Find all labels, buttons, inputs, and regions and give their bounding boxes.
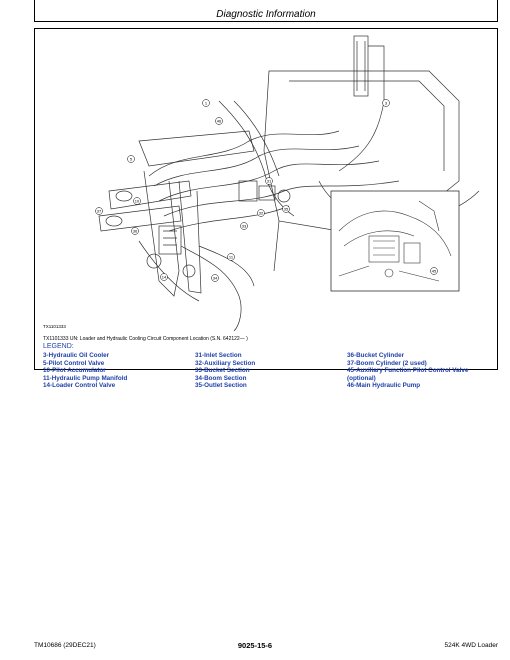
svg-text:10: 10 [134, 198, 140, 204]
callout-32 [258, 210, 265, 217]
svg-text:33: 33 [241, 223, 247, 229]
legend-item: 33-Bucket Section [195, 367, 250, 375]
legend-item: 14-Loader Control Valve [43, 382, 116, 390]
svg-text:31: 31 [266, 178, 272, 184]
legend-item: 10-Pilot Accumulator [43, 367, 106, 375]
svg-text:1: 1 [204, 100, 208, 106]
svg-text:5: 5 [129, 156, 133, 162]
footer-page-number: 9025-15-6 [237, 641, 273, 650]
legend-item: 32-Auxiliary Section [195, 359, 256, 367]
page-header [34, 0, 498, 22]
legend-item: 46-Main Hydraulic Pump [347, 382, 421, 390]
svg-text:34: 34 [212, 275, 218, 281]
legend-item: 37-Boom Cylinder (2 used) [347, 359, 427, 367]
figure-id: TX1101333 [43, 324, 66, 329]
callout-31 [266, 178, 273, 185]
svg-text:35: 35 [283, 206, 289, 212]
legend-item: 3-Hydraulic Oil Cooler [43, 352, 110, 359]
callout-3 [383, 100, 390, 107]
callout-11 [228, 254, 235, 261]
legend-item: 34-Boom Section [195, 374, 247, 382]
legend-item: 36-Bucket Cylinder [347, 352, 405, 359]
svg-text:45: 45 [431, 268, 437, 274]
footer-doc-id: TM10686 (29DEC21) [34, 642, 96, 649]
figure-caption: TX1101333 UN: Loader and Hydraulic Cooling Circuit Component Location (S.N. 642122— ) [43, 336, 248, 342]
svg-text:11: 11 [228, 254, 234, 260]
svg-text:32: 32 [258, 210, 264, 216]
legend-item: 31-Inlet Section [195, 352, 242, 359]
callout-33 [241, 223, 248, 230]
legend-item: 45-Auxiliary Function Pilot Control Valve (optional) [347, 367, 469, 382]
callout-34 [212, 275, 219, 282]
svg-text:36: 36 [132, 228, 138, 234]
legend-column-1 [43, 352, 127, 390]
footer-model: 524K 4WD Loader [444, 642, 498, 649]
svg-text:3: 3 [384, 100, 388, 106]
legend-column-3 [347, 352, 493, 390]
legend-item: 5-Pilot Control Valve [43, 359, 105, 367]
legend-column-2 [195, 352, 255, 390]
callout-36 [132, 228, 139, 235]
callout-45 [431, 268, 438, 275]
svg-text:14: 14 [161, 274, 167, 280]
legend-item: 35-Outlet Section [195, 382, 247, 390]
callout-1 [203, 100, 210, 107]
legend-title: LEGEND: [43, 343, 74, 350]
callout-35 [283, 206, 290, 213]
callout-37 [96, 208, 103, 215]
callout-14 [161, 274, 168, 281]
legend-item: 11-Hydraulic Pump Manifold [43, 374, 128, 382]
figure [34, 28, 498, 390]
page-title: Diagnostic Information [216, 9, 316, 20]
callout-46 [216, 118, 223, 125]
loader-hydraulic-illustration [39, 31, 495, 333]
callout-5 [128, 156, 135, 163]
callout-10 [134, 198, 141, 205]
svg-text:37: 37 [96, 208, 102, 214]
svg-text:46: 46 [216, 118, 222, 124]
